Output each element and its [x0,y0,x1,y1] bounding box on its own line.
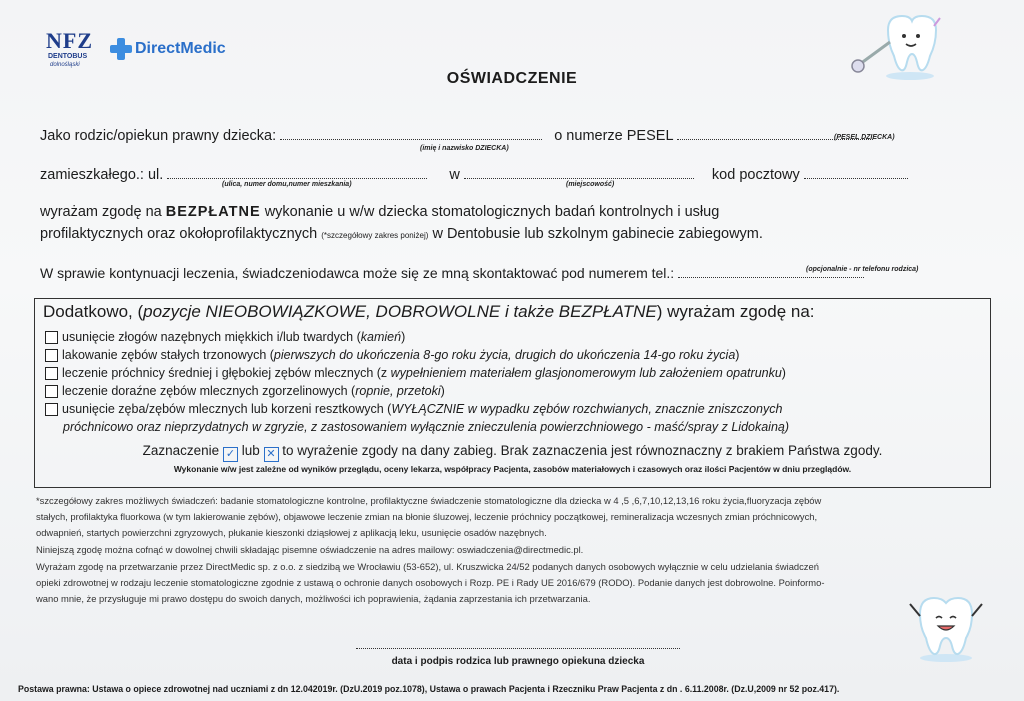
procedure-detail: WYŁĄCZNIE w wypadku zębów rozchwianych, znacznie zniszczonych [391,402,783,416]
consent-line-1 [40,204,719,220]
postal-label: kod pocztowy [711,167,800,183]
consent-text-c: profilaktycznych oraz okołoprofilaktycznych [40,226,318,242]
procedure-text: usunięcie złogów nazębnych miękkich i/lub twardych ( [62,330,361,344]
nfz-logo-text: NFZ [46,28,93,53]
consent-line-2 [40,226,763,242]
consent-note: (*szczegółowy zakres poniżej) [321,231,429,240]
optional-header-a: Dodatkowo, ( [43,302,144,321]
city-field[interactable] [464,166,694,179]
procedure-detail: pierwszych do ukończenia 8-go roku życia, drugich do ukończenia 14-go roku życia [273,348,736,362]
procedure-detail: ropnie, przetoki [355,384,441,398]
address-line [40,166,908,183]
child-name-field[interactable] [280,127,542,140]
checkbox-icon[interactable] [45,403,58,416]
procedure-item-continuation [63,419,789,436]
checkbox-icon[interactable] [45,367,58,380]
procedure-text: leczenie doraźne zębów mlecznych zgorzelinowych ( [62,384,356,398]
nfz-logo [46,28,102,72]
city-label: w [449,167,460,183]
procedure-text: leczenie próchnicy średniej i głębokiej zębów mlecznych (z [62,366,391,380]
pesel-label: o numerze PESEL [554,128,673,144]
consent-text-d: w Dentobusie lub szkolnym gabinecie zabiegowym. [432,226,763,242]
procedure-end: ) [401,330,406,344]
pesel-hint: (PESEL DZIECKA) [834,134,895,141]
procedure-item[interactable] [45,383,445,400]
procedure-item[interactable] [45,401,782,418]
phone-label: W sprawie kontynuacji leczenia, świadczeniodawca może się ze mną skontaktować pod numerem tel.: [40,265,675,281]
child-name-hint: (imię i nazwisko DZIECKA) [420,145,509,152]
checkbox-icon[interactable] [45,349,58,362]
marking-text-b: lub [241,443,260,458]
postal-field[interactable] [804,166,908,179]
consent-text-a: wyrażam zgodę na [40,204,162,220]
street-label: zamieszkałego.: ul. [40,167,164,183]
procedure-detail: wypełnieniem materiałem glasjonomerowym lub założeniem opatrunku [390,366,782,380]
street-hint: (ulica, numer domu,numer mieszkania) [222,181,352,188]
optional-header [43,302,815,322]
directmedic-logo [110,36,226,62]
checkbox-icon[interactable] [45,331,58,344]
medical-cross-icon [110,38,132,60]
guardian-line [40,127,873,144]
fine-print-line: *szczegółowy zakres możliwych świadczeń: badanie stomatologiczne kontrolne, profilaktyczne świadczenie stomatologiczne dla dziecka w 4 ,5 ,6,7,10,12,13,16 roku życia,fluoryzacja zębów [36,495,822,506]
procedure-item[interactable] [45,365,786,382]
fine-print-line: Wyrażam zgodę na przetwarzanie przez DirectMedic sp. z o.o. z siedzibą we Wrocławiu (53-652), ul. Kruszwicka 24/52 podanych danych osobowych wyłącznie w celu udzielania świadczeń [36,561,819,572]
nfz-logo-sub1: DENTOBUS [48,53,88,60]
procedure-detail-continued: próchnicowo oraz nieprzydatnych w zgryzie, z zastosowaniem wyłącznie znieczulenia powierzchniowego - maść/spray z Lidokainą) [63,420,790,434]
phone-hint: (opcjonalnie - nr telefonu rodzica) [806,266,919,273]
optional-procedures-box [34,298,991,488]
procedure-end: ) [440,384,445,398]
phone-line [40,265,864,281]
signature-label: data i podpis rodzica lub prawnego opiekuna dziecka [391,656,645,667]
fine-print-line: odwapnień, startych powierzchni zgryzowych, płukanie kieszonki dziąsłowej z aplikacją leku, usunięcie osadów nazębnych. [36,527,547,538]
fine-print-line: stałych, profilaktyka fluorkowa (w tym lakierowanie zębów), objawowe leczenie zmian na błonie śluzowej, leczenie próchnicy początkowej, remineralizacja wczesnych zmian próchnicowych, [36,511,818,522]
procedure-end: ) [781,366,786,380]
guardian-label: Jako rodzic/opiekun prawny dziecka: [40,128,277,144]
procedure-item[interactable] [45,347,739,364]
procedure-text: usunięcie zęba/zębów mlecznych lub korzeni resztkowych ( [62,402,392,416]
procedure-end: ) [735,348,740,362]
city-hint: (miejscowość) [566,181,615,188]
checkbox-icon[interactable] [45,385,58,398]
tooth-mascot-smiling-icon [898,592,994,664]
optional-header-b: pozycje NIEOBOWIĄZKOWE, DOBROWOLNE i także BEZPŁATNE [143,302,657,321]
consent-text-b: wykonanie u w/w dziecka stomatologicznych badań kontrolnych i usług [264,204,720,220]
signature-field[interactable] [356,648,680,649]
cross-mark-icon: ✕ [264,447,279,462]
document-title: OŚWIADCZENIE [446,70,578,87]
marking-instruction [35,443,990,462]
fine-print-line: opieki zdrowotnej w rodzaju leczenie stomatologiczne zgodnie z ustawą o ochronie danych osobowych i Rozp. PE i Rady UE 2016/679 (RODO). Podanie danych jest dobrowolne. Poinformo- [36,577,825,588]
directmedic-logo-text: DirectMedic [135,40,226,57]
marking-text-c: to wyrażenie zgody na dany zabieg. Brak zaznaczenia jest równoznaczny z brakiem Państwa zgody. [282,443,883,458]
consent-free-bold: BEZPŁATNE [165,204,261,220]
street-field[interactable] [167,166,427,179]
optional-header-c: ) wyrażam zgodę na: [656,302,815,321]
nfz-logo-sub2: dolnośląski [50,62,80,68]
legal-basis: Postawa prawna: Ustawa o opiece zdrowotnej nad uczniami z dn 12.042019r. (DzU.2019 poz.1078), Ustawa o prawach Pacjenta i Rzeczniku Praw Pacjenta z dn . 6.11.2008r. (Dz.U,2009 nr 52 poz.417). [18,684,840,694]
optional-footnote: Wykonanie w/w jest zależne od wyników przeglądu, oceny lekarza, współpracy Pacjenta, zasobów materiałowych i czasowych oraz ilości Pacjentów w dniu przeglądów. [173,464,852,474]
fine-print-line: wano mnie, że przysługuje mi prawo dostępu do swoich danych, możliwości ich poprawienia, żądania zaprzestania ich przetwarzania. [36,593,591,604]
fine-print-line: Niniejszą zgodę można cofnąć w dowolnej chwili składając pisemne oświadczenie na adres mailowy: oswiadczenia@directmedic.pl. [36,544,584,555]
marking-text-a: Zaznaczenie [142,443,220,458]
procedure-detail: kamień [360,330,402,344]
procedure-text: lakowanie zębów stałych trzonowych ( [62,348,274,362]
checkmark-icon: ✓ [223,447,238,462]
procedure-item[interactable] [45,329,405,346]
